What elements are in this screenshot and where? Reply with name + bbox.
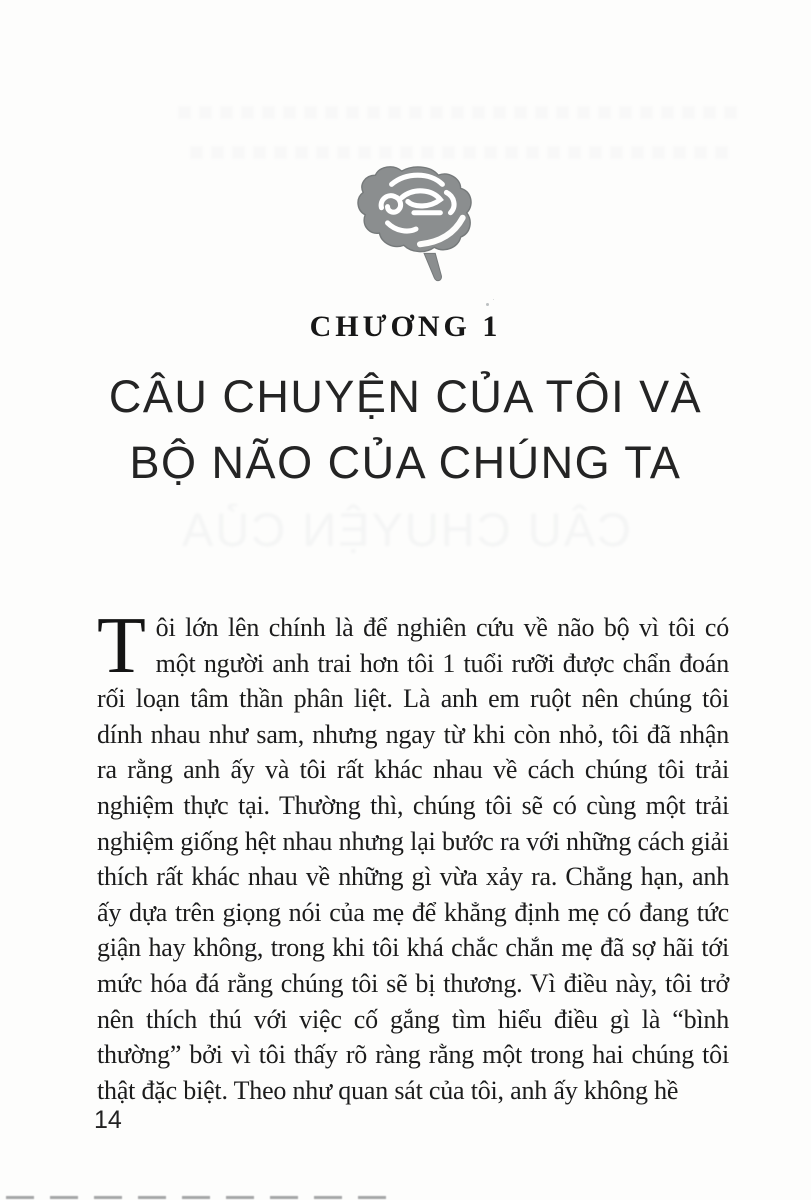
scan-speck <box>486 303 489 306</box>
brain-icon <box>356 162 480 296</box>
body-paragraph <box>97 602 729 1108</box>
chapter-label: CHƯƠNG 1 <box>309 310 502 343</box>
paragraph-text: ôi lớn lên chính là để nghiên cứu về não bộ vì tôi có một người anh trai hơn tôi 1 tuổi rưỡi được chẩn đoán rối loạn tâm thần phân liệt. Là anh em ruột nên chúng tôi dính nhau như sam, nhưng ngay từ khi còn nhỏ, tôi đã nhận ra rằng anh ấy và tôi rất khác nhau về cách chúng tôi trải nghiệm thực tại. Thường thì, chúng tôi sẽ có cùng một trải nghiệm giống hệt nhau nhưng lại bước ra với những cách giải thích rất khác nhau về những gì vừa xảy ra. Chẳng hạn, anh ấy dựa trên giọng nói của mẹ để khẳng định mẹ có đang tức giận hay không, trong khi tôi khá chắc chắn mẹ đã sợ hãi tới mức hóa đá rằng chúng tôi sẽ bị thương. Vì điều này, tôi trở nên thích thú với việc cố gắng tìm hiểu điều gì là “bình thường” bởi vì tôi thấy rõ ràng rằng một trong hai chúng tôi thật đặc biệt. Theo như quan sát của tôi, anh ấy không hề <box>97 613 729 1105</box>
page-number: 14 <box>94 1106 122 1134</box>
chapter-title-line2: BỘ NÃO CỦA CHÚNG TA <box>129 437 682 488</box>
bleedthrough-lines <box>178 106 738 119</box>
drop-cap: T <box>97 602 146 690</box>
chapter-title <box>0 364 811 496</box>
scan-edge-artifact <box>6 1196 398 1199</box>
bleedthrough-lines <box>190 146 730 159</box>
chapter-title-line1: CÂU CHUYỆN CỦA TÔI VÀ <box>108 371 703 422</box>
bleedthrough-text: CÂU CHUYỆN CỦA <box>179 503 632 556</box>
